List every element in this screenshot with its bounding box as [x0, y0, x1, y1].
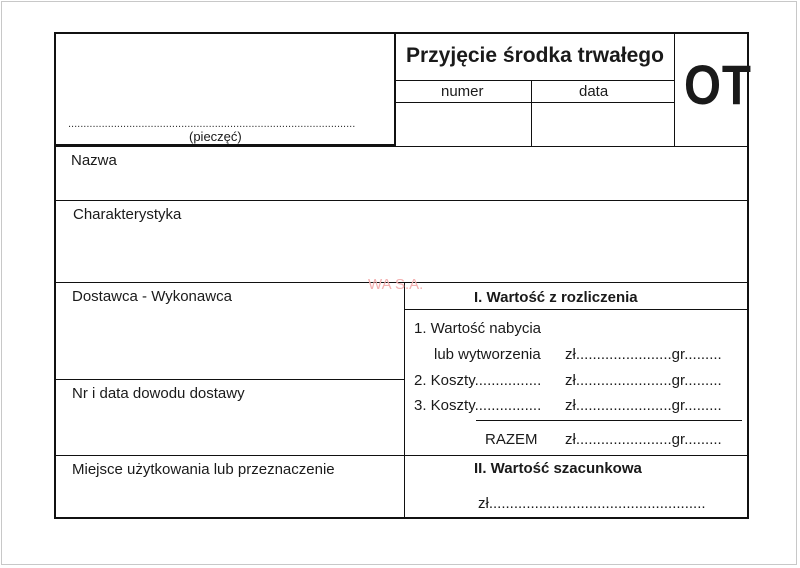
watermark: WA S.A.	[368, 276, 424, 293]
settlement-heading-border	[404, 309, 747, 310]
delivery-doc-label: Nr i data dowodu dostawy	[72, 385, 245, 402]
document-title: Przyjęcie środka trwałego	[406, 44, 664, 67]
delivery-doc-field[interactable]	[56, 380, 404, 455]
title-divider	[394, 80, 674, 81]
place-of-use-label: Miejsce użytkowania lub przeznaczenie	[72, 461, 335, 478]
total-divider	[476, 420, 742, 421]
ot-form	[54, 32, 752, 519]
costs-2-amount[interactable]: zł.......................gr.........	[565, 397, 722, 414]
acquisition-value-amount[interactable]: zł.......................gr.........	[565, 346, 722, 363]
costs-1-label[interactable]: 2. Koszty................	[414, 372, 542, 389]
costs-2-label[interactable]: 3. Koszty................	[414, 397, 542, 414]
settlement-heading: I. Wartość z rozliczenia	[474, 289, 638, 306]
column-divider	[404, 282, 405, 517]
name-label: Nazwa	[71, 152, 117, 169]
supplier-label: Dostawca - Wykonawca	[72, 288, 232, 305]
form-code: OT	[684, 53, 752, 116]
supplier-field[interactable]	[56, 283, 404, 379]
date-column-label: data	[579, 83, 609, 100]
acquisition-value-label: 1. Wartość nabycia	[414, 320, 541, 337]
characteristics-field[interactable]	[56, 201, 747, 282]
stamp-label: (pieczęć)	[189, 129, 242, 144]
total-amount[interactable]: zł.......................gr.........	[565, 431, 722, 448]
acquisition-value-label-cont: lub wytworzenia	[434, 346, 541, 363]
total-label: RAZEM	[485, 431, 538, 448]
estimate-heading: II. Wartość szacunkowa	[474, 460, 642, 477]
number-column-label: numer	[441, 83, 484, 100]
place-of-use-field[interactable]	[56, 456, 404, 517]
costs-1-amount[interactable]: zł.......................gr.........	[565, 372, 722, 389]
estimate-amount[interactable]: zł....................................................	[478, 495, 706, 512]
characteristics-label: Charakterystyka	[73, 206, 182, 223]
stamp-dotted-line: ..............................................................................................	[68, 118, 356, 130]
name-field[interactable]	[56, 147, 747, 200]
code-divider	[674, 34, 675, 146]
date-field[interactable]	[532, 103, 673, 145]
number-field[interactable]	[396, 103, 530, 145]
